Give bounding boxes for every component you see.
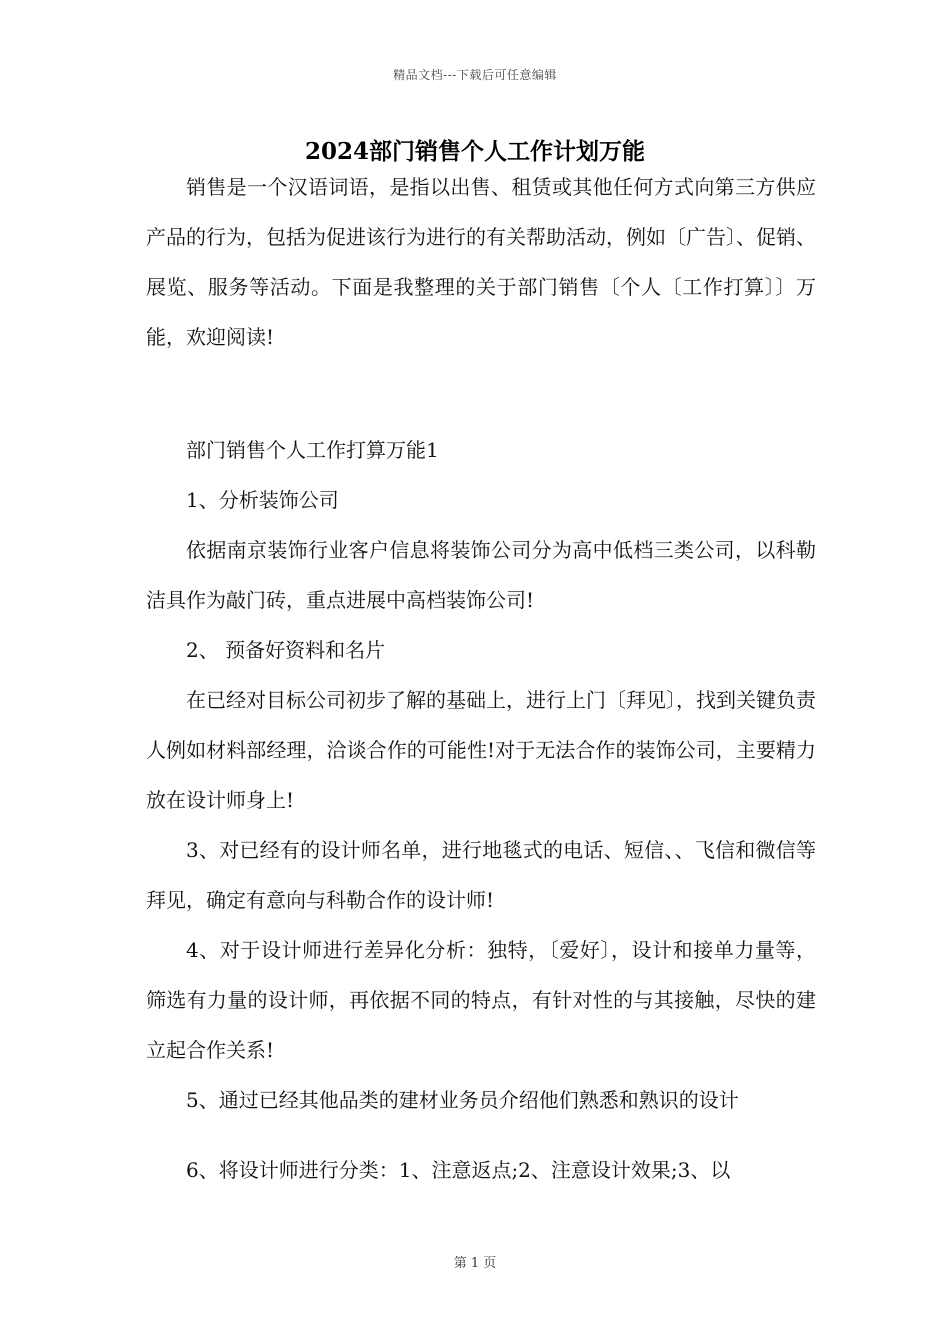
paragraph-item-8: 6、将设计师进行分类：1、注意返点;2、注意设计效果;3、以 — [186, 1158, 731, 1182]
paragraph-item-7: 5、通过已经其他品类的建材业务员介绍他们熟悉和熟识的设计 — [186, 1088, 739, 1112]
page-header: 精品文档---下载后可任意编辑 — [393, 68, 557, 82]
paragraph-item-4: 在已经对目标公司初步了解的基础上，进行上门〔拜见〕，找到关键负责人例如材料部经理，洽谈合作的可能性!对于无法合作的装饰公司，主要精力放在设计师身上! — [146, 688, 816, 812]
paragraph-item-3: 2、 预备好资料和名片 — [186, 638, 386, 662]
section-heading: 部门销售个人工作打算万能1 — [186, 438, 439, 462]
paragraph-item-6: 4、对于设计师进行差异化分析：独特，〔爱好〕，设计和接单力量等，筛选有力量的设计师，再依据不同的特点，有针对性的与其接触，尽快的建立起合作关系! — [146, 938, 816, 1062]
page-footer: 第 1 页 — [453, 1256, 497, 1271]
paragraph-item-2: 依据南京装饰行业客户信息将装饰公司分为高中低档三类公司，以科勒洁具作为敲门砖，重点进展中高档装饰公司! — [146, 538, 816, 612]
document-title: 2024部门销售个人工作计划万能 — [304, 138, 645, 165]
paragraph-item-5: 3、对已经有的设计师名单，进行地毯式的电话、短信、、飞信和微信等拜见，确定有意向与科勒合作的设计师! — [146, 838, 816, 912]
section-heading-block — [146, 425, 816, 475]
intro-block — [146, 162, 816, 362]
intro-paragraph: 销售是一个汉语词语，是指以出售、租赁或其他任何方式向第三方供应产品的行为，包括为促进该行为进行的有关帮助活动，例如〔广告〕、促销、展览、服务等活动。下面是我整理的关于部门销售〔个人〔工作打算〕〕万能，欢迎阅读! — [146, 175, 816, 349]
content-block-1 — [146, 475, 816, 1125]
paragraph-item-1: 1、分析装饰公司 — [186, 488, 339, 512]
content-block-2 — [146, 1145, 816, 1195]
